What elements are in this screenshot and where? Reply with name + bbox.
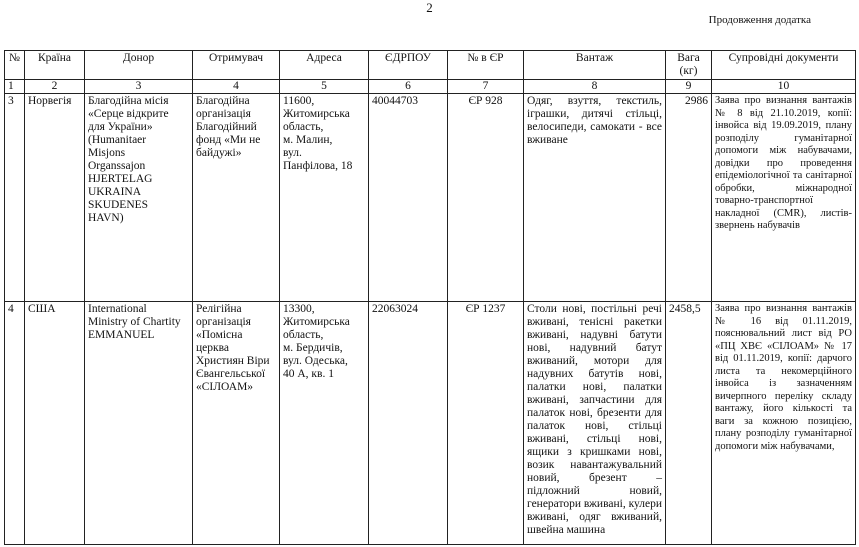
column-number: 10 bbox=[712, 80, 856, 94]
header-cargo: Вантаж bbox=[524, 51, 666, 80]
row-donor: Благодійна місія «Серце відкрите для України» (Humanitaer Misjons Organssajon HJERTELAG UKRAINA SKUDENES HAVN) bbox=[85, 94, 193, 302]
row-address: 13300, Житомирська область, м. Бердичів, вул. Одеська, 40 А, кв. 1 bbox=[280, 302, 369, 545]
row-donor: International Ministry of Chartity EMMANUEL bbox=[85, 302, 193, 545]
header-row bbox=[5, 51, 856, 80]
row-weight: 2986 bbox=[666, 94, 712, 302]
header-edrpou: ЄДРПОУ bbox=[369, 51, 448, 80]
column-number-row bbox=[5, 80, 856, 94]
column-number: 5 bbox=[280, 80, 369, 94]
header-num: № bbox=[5, 51, 25, 80]
header-address: Адреса bbox=[280, 51, 369, 80]
header-documents: Супровідні документи bbox=[712, 51, 856, 80]
row-address: 11600, Житомирська область, м. Малин, вул. Панфілова, 18 bbox=[280, 94, 369, 302]
row-documents: Заява про визнання вантажів № 16 від 01.11.2019, пояснювальний лист від РО «ПЦ ХВЄ «СІЛОАМ» № 17 від 01.11.2019, копії: дарчого листа та некомерційного інвойса із зазначенням вичерпного переліку складу вантажу, його кількості та ваги за кожною позицією, плану розподілу гуманітарної допомоги між набувачами, bbox=[712, 302, 856, 545]
row-num: 4 bbox=[5, 302, 25, 545]
column-number: 8 bbox=[524, 80, 666, 94]
row-weight: 2458,5 bbox=[666, 302, 712, 545]
column-number: 1 bbox=[5, 80, 25, 94]
row-cargo: Одяг, взуття, текстиль, іграшки, дитячі стільці, велосипеди, самокати - все вживане bbox=[524, 94, 666, 302]
row-recipient: Благодійна організація Благодійний фонд «Ми не байдужі» bbox=[193, 94, 280, 302]
humanitarian-aid-table bbox=[4, 50, 856, 545]
header-donor: Донор bbox=[85, 51, 193, 80]
row-num: 3 bbox=[5, 94, 25, 302]
page-number: 2 bbox=[426, 0, 433, 15]
column-number: 2 bbox=[25, 80, 85, 94]
row-edrpou: 22063024 bbox=[369, 302, 448, 545]
row-er-number: ЄР 928 bbox=[448, 94, 524, 302]
row-documents: Заява про визнання вантажів № 8 від 21.10.2019, копії: інвойса від 19.09.2019, плану розподілу гуманітарної допомоги між набувачами, довідки про проведення епідеміологічної та санітарної обробки, міжнародної товарно-транспортної накладної (CMR), листів-звернень набувачів bbox=[712, 94, 856, 302]
table-row bbox=[5, 302, 856, 545]
row-country: Норвегія bbox=[25, 94, 85, 302]
header-recipient: Отримувач bbox=[193, 51, 280, 80]
header-country: Країна bbox=[25, 51, 85, 80]
row-edrpou: 40044703 bbox=[369, 94, 448, 302]
row-recipient: Релігійна організація «Помісна церква Християн Віри Євангельської «СІЛОАМ» bbox=[193, 302, 280, 545]
column-number: 7 bbox=[448, 80, 524, 94]
header-er-number: № в ЄР bbox=[448, 51, 524, 80]
column-number: 3 bbox=[85, 80, 193, 94]
column-number: 6 bbox=[369, 80, 448, 94]
row-er-number: ЄР 1237 bbox=[448, 302, 524, 545]
table-row bbox=[5, 94, 856, 302]
row-cargo: Столи нові, постільні речі вживані, тенісні ракетки вживані, надувні батути нові, надувний батут вживаний, мотори для надувних батутів нові, палатки нові, палатки вживані, запчастини для палаток нові, брезенти для палаток нові, стільці вживані, стільці нові, ящики з кришками нові, возик навантажувальний новий, брезент – підложний новий, генератори вживані, кулери вживані, одяг вживаний, швейна машина bbox=[524, 302, 666, 545]
column-number: 9 bbox=[666, 80, 712, 94]
row-country: США bbox=[25, 302, 85, 545]
column-number: 4 bbox=[193, 80, 280, 94]
continuation-label: Продовження додатка bbox=[708, 14, 811, 26]
header-weight: Вага (кг) bbox=[666, 51, 712, 80]
